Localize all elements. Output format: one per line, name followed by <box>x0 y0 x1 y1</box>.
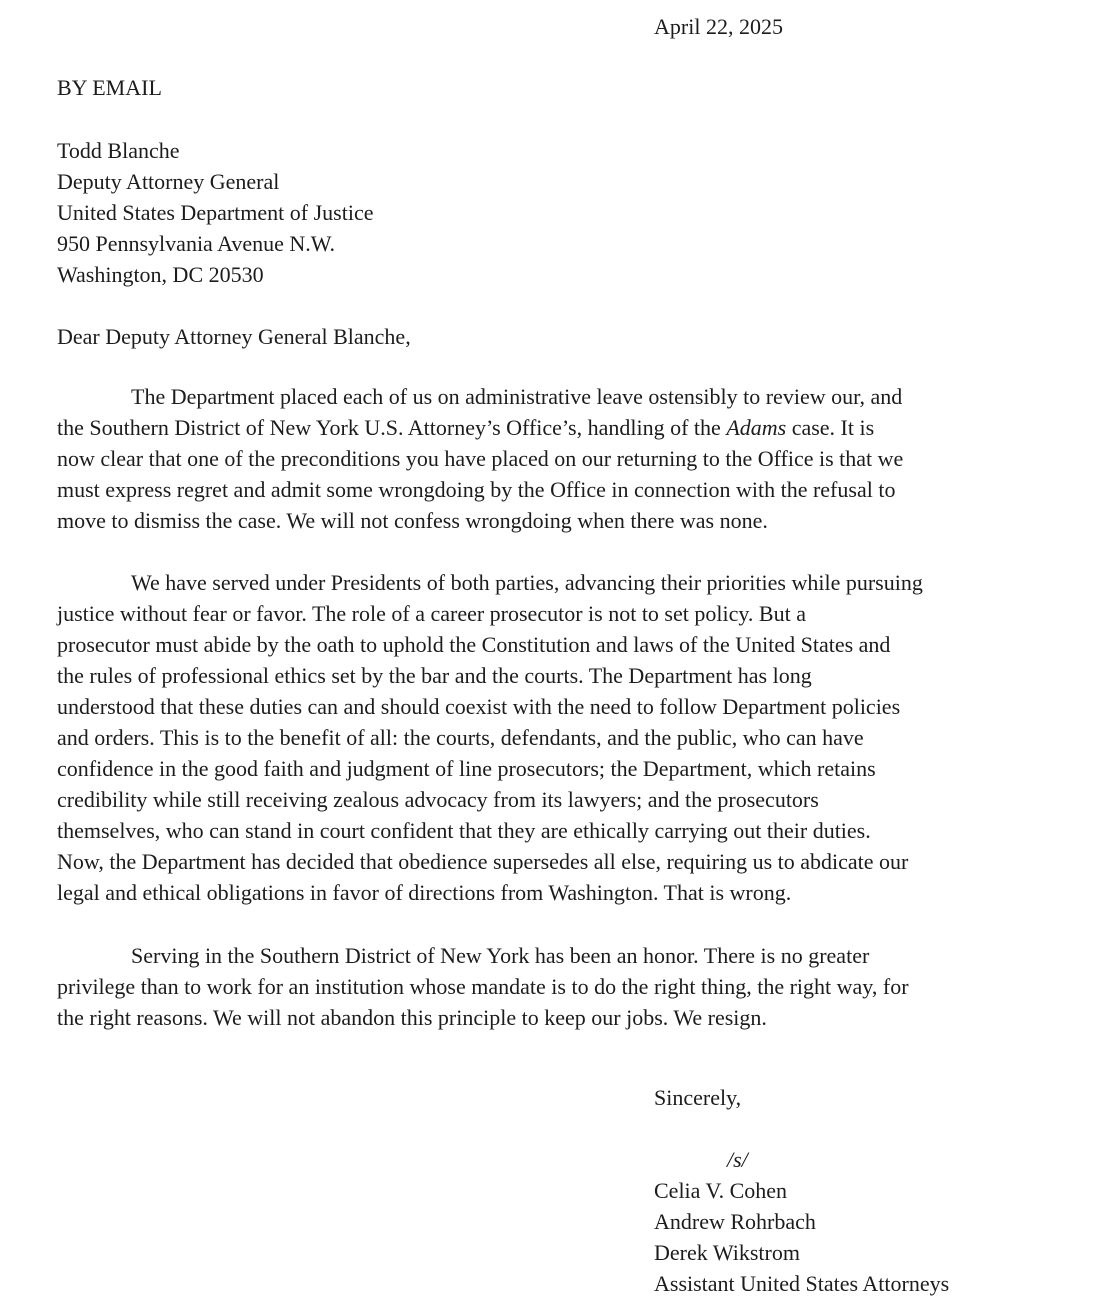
body-paragraph-2 <box>57 567 1047 908</box>
signature-mark: /s/ <box>727 1147 748 1172</box>
signatory-name: Andrew Rohrbach <box>654 1209 816 1234</box>
letter-date: April 22, 2025 <box>654 14 783 39</box>
paragraph-line: The Department placed each of us on administrative leave ostensibly to review our, and <box>131 384 903 409</box>
signatory-name: Celia V. Cohen <box>654 1178 788 1203</box>
recipient-organization: United States Department of Justice <box>57 200 374 225</box>
paragraph-line: prosecutor must abide by the oath to uphold the Constitution and laws of the United States and <box>57 632 891 657</box>
paragraph-line: Serving in the Southern District of New York has been an honor. There is no greater <box>131 943 870 968</box>
paragraph-line: now clear that one of the preconditions you have placed on our returning to the Office is that we <box>57 446 904 471</box>
paragraph-line: the rules of professional ethics set by the bar and the courts. The Department has long <box>57 663 812 688</box>
body-paragraph-1 <box>57 381 1047 536</box>
paragraph-line: credibility while still receiving zealous advocacy from its lawyers; and the prosecutors <box>57 787 819 812</box>
salutation: Dear Deputy Attorney General Blanche, <box>57 324 411 349</box>
recipient-name: Todd Blanche <box>57 138 180 163</box>
paragraph-line: and orders. This is to the benefit of all: the courts, defendants, and the public, who can have <box>57 725 864 750</box>
paragraph-line: understood that these duties can and should coexist with the need to follow Department policies <box>57 694 901 719</box>
recipient-address <box>57 135 373 290</box>
paragraph-line: Now, the Department has decided that obedience supersedes all else, requiring us to abdicate our <box>57 849 909 874</box>
case-name: Adams <box>726 415 787 440</box>
delivery-method: BY EMAIL <box>57 75 162 100</box>
paragraph-line: the right reasons. We will not abandon this principle to keep our jobs. We resign. <box>57 1005 767 1030</box>
recipient-street: 950 Pennsylvania Avenue N.W. <box>57 231 336 256</box>
recipient-city: Washington, DC 20530 <box>57 262 264 287</box>
paragraph-line: move to dismiss the case. We will not confess wrongdoing when there was none. <box>57 508 768 533</box>
paragraph-line: the Southern District of New York U.S. Attorney’s Office’s, handling of the Adams case. It is <box>57 415 875 440</box>
body-paragraph-3 <box>57 940 1047 1033</box>
signatory-title: Assistant United States Attorneys <box>654 1271 950 1296</box>
paragraph-line: legal and ethical obligations in favor of directions from Washington. That is wrong. <box>57 880 792 905</box>
recipient-title: Deputy Attorney General <box>57 169 280 194</box>
signatory-name: Derek Wikstrom <box>654 1240 800 1265</box>
closing: Sincerely, <box>654 1085 742 1110</box>
paragraph-line: themselves, who can stand in court confident that they are ethically carrying out their duties. <box>57 818 871 843</box>
paragraph-line: justice without fear or favor. The role of a career prosecutor is not to set policy. But a <box>57 601 806 626</box>
signature-block <box>654 1175 949 1299</box>
paragraph-line: privilege than to work for an institution whose mandate is to do the right thing, the right way, for <box>57 974 909 999</box>
paragraph-line: We have served under Presidents of both parties, advancing their priorities while pursuing <box>131 570 923 595</box>
paragraph-line: confidence in the good faith and judgment of line prosecutors; the Department, which retains <box>57 756 876 781</box>
paragraph-line: must express regret and admit some wrongdoing by the Office in connection with the refusal to <box>57 477 896 502</box>
